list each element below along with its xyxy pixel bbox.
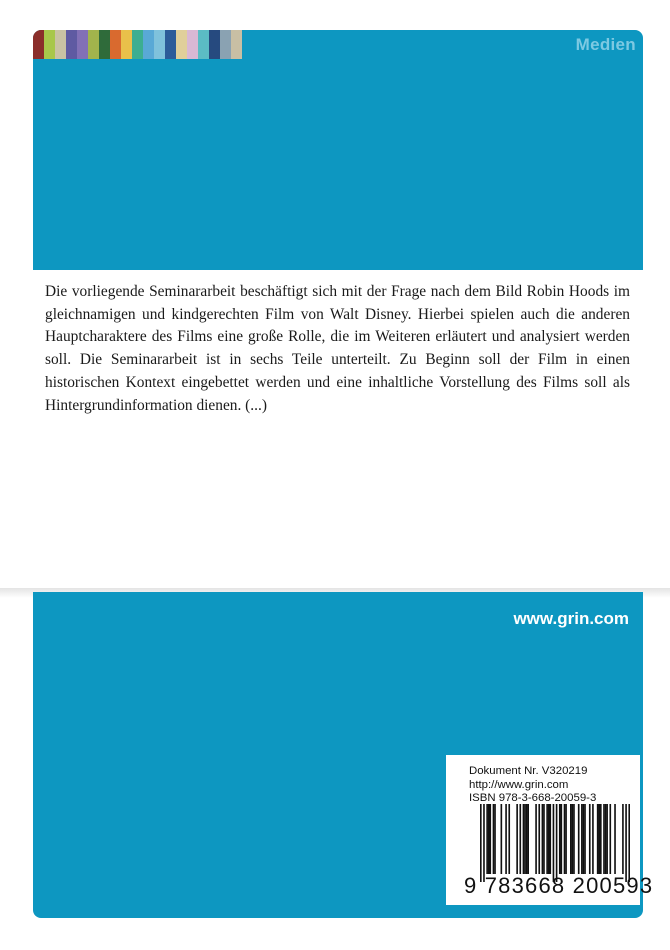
barcode-bar bbox=[584, 804, 586, 874]
color-stripe bbox=[77, 30, 88, 59]
barcode-bar bbox=[559, 804, 561, 874]
barcode-bar bbox=[556, 804, 558, 882]
barcode-bar bbox=[549, 804, 551, 874]
barcode-bar bbox=[572, 804, 574, 874]
barcode-bar bbox=[622, 804, 624, 874]
color-stripe bbox=[66, 30, 77, 59]
barcode-bar bbox=[570, 804, 572, 874]
color-stripe bbox=[44, 30, 55, 59]
barcode-bar bbox=[548, 804, 550, 874]
category-label: Medien bbox=[575, 35, 636, 54]
barcode-bar bbox=[600, 804, 602, 874]
color-stripe bbox=[220, 30, 231, 59]
color-stripes bbox=[33, 30, 242, 59]
barcode-bar bbox=[535, 804, 537, 874]
blurb-text: Die vorliegende Seminararbeit beschäftigt sich mit der Frage nach dem Bild Robin Hoods im gleichnamigen und kindgerechten Film von Walt Disney. Hierbei spielen auch die anderen Hauptcharaktere des Films eine große Rolle, die im Weiteren erläutert und analysiert werden soll. Die Seminararbeit ist in sechs Teile unterteilt. Zu Beginn soll der Film in einen historischen Kontext eingebettet werden und eine inhaltliche Vorstellung des Films soll als Hintergrundinformation dienen. (...) bbox=[45, 283, 630, 414]
barcode-bar bbox=[480, 804, 482, 882]
barcode-bar bbox=[508, 804, 510, 874]
barcode-bar bbox=[543, 804, 545, 874]
barcode-bar bbox=[542, 804, 544, 874]
color-stripe bbox=[132, 30, 143, 59]
barcode-bar bbox=[573, 804, 575, 874]
barcode-bar bbox=[524, 804, 526, 874]
barcode-digits: 9 783668 200593 bbox=[464, 873, 654, 898]
document-url: http://www.grin.com bbox=[469, 778, 569, 791]
color-stripe bbox=[121, 30, 132, 59]
barcode-bar bbox=[564, 804, 566, 874]
color-stripe bbox=[165, 30, 176, 59]
barcode-box bbox=[446, 755, 654, 905]
barcode-bar bbox=[519, 804, 521, 874]
barcode-bar bbox=[493, 804, 495, 874]
barcode-bar bbox=[625, 804, 627, 882]
color-stripe bbox=[176, 30, 187, 59]
barcode-bar bbox=[598, 804, 600, 874]
color-stripe bbox=[209, 30, 220, 59]
document-number: Dokument Nr. V320219 bbox=[469, 765, 588, 777]
barcode-bar bbox=[561, 804, 563, 874]
barcode-bar bbox=[565, 804, 567, 874]
barcode-bar bbox=[546, 804, 548, 874]
barcode-bar bbox=[526, 804, 528, 874]
document-info bbox=[469, 765, 596, 806]
color-stripe bbox=[110, 30, 121, 59]
color-stripe bbox=[143, 30, 154, 59]
barcode-bar bbox=[606, 804, 608, 874]
barcode-bar bbox=[538, 804, 540, 874]
barcode-bar bbox=[592, 804, 594, 874]
website-label: www.grin.com bbox=[513, 609, 629, 628]
barcode-bar bbox=[605, 804, 607, 874]
barcode-bar bbox=[589, 804, 591, 874]
cover-top-panel bbox=[33, 30, 643, 270]
barcode-bar bbox=[494, 804, 496, 874]
barcode-bar bbox=[597, 804, 599, 874]
barcode-bar bbox=[614, 804, 616, 874]
barcode-bar bbox=[516, 804, 518, 874]
color-stripe bbox=[88, 30, 99, 59]
barcode-bar bbox=[501, 804, 503, 874]
barcode-bar bbox=[578, 804, 580, 874]
color-stripe bbox=[187, 30, 198, 59]
barcode-bar bbox=[489, 804, 491, 874]
color-stripe bbox=[154, 30, 165, 59]
color-stripe bbox=[99, 30, 110, 59]
barcode-bar bbox=[486, 804, 488, 874]
color-stripe bbox=[231, 30, 242, 59]
barcode-bar bbox=[628, 804, 630, 882]
barcode-icon bbox=[480, 804, 630, 882]
barcode-bar bbox=[581, 804, 583, 874]
barcode-bar bbox=[488, 804, 490, 874]
barcode-bar bbox=[609, 804, 611, 874]
isbn-number: ISBN 978-3-668-20059-3 bbox=[469, 792, 597, 805]
barcode-bar bbox=[603, 804, 605, 874]
barcode-bar bbox=[583, 804, 585, 874]
barcode-bar bbox=[527, 804, 529, 874]
barcode-bar bbox=[523, 804, 525, 874]
color-stripe bbox=[55, 30, 66, 59]
barcode-bar bbox=[553, 804, 555, 882]
color-stripe bbox=[198, 30, 209, 59]
barcode-bar bbox=[483, 804, 485, 882]
barcode-bar bbox=[505, 804, 507, 874]
color-stripe bbox=[33, 30, 44, 59]
